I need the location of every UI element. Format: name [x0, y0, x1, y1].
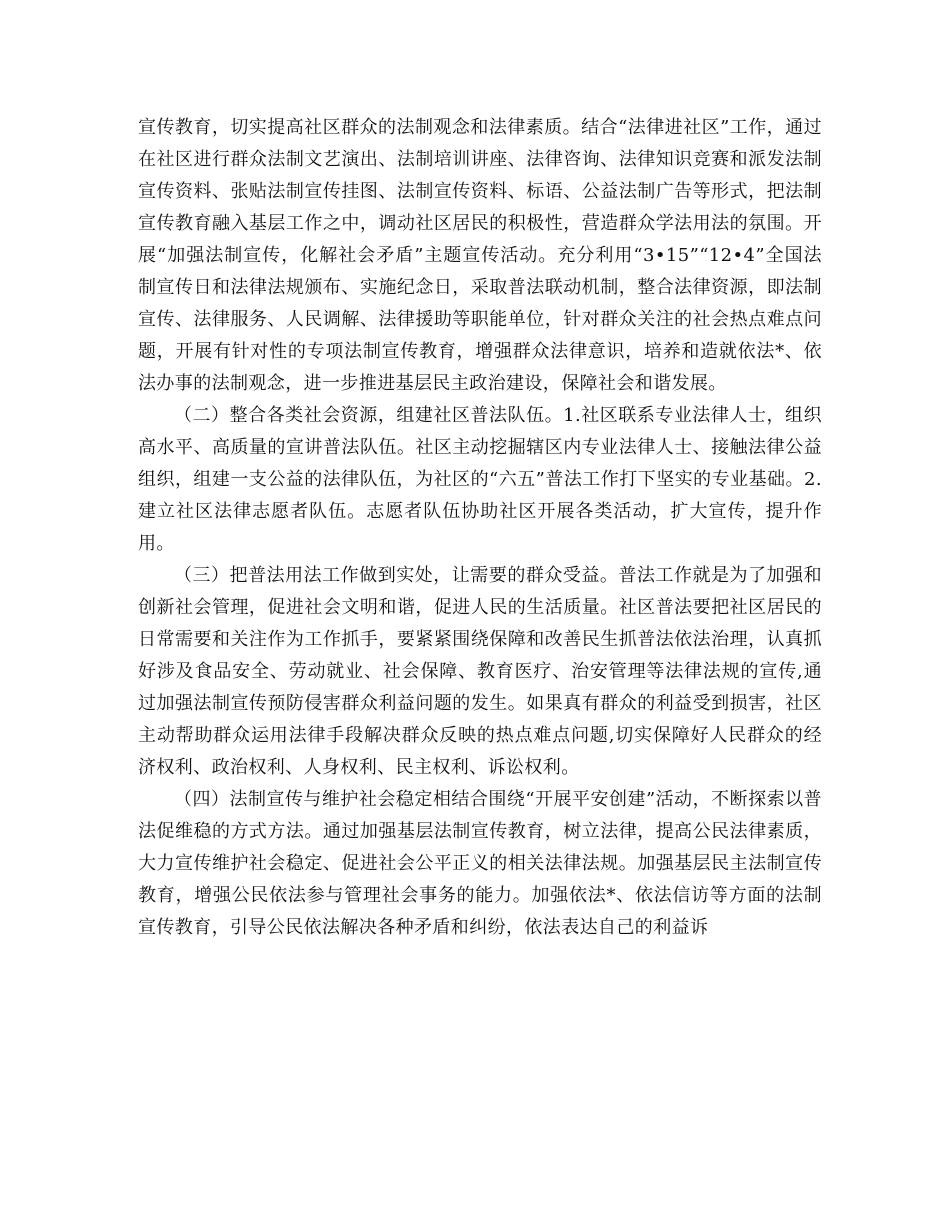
paragraph-section-2: （二）整合各类社会资源，组建社区普法队伍。1.社区联系专业法律人士，组织高水平、高质量的宣讲普法队伍。社区主动挖掘辖区内专业法律人士、接触法律公益组织，组建一支公益的法律队伍，为社区的“六五”普法工作打下坚实的专业基础。2.建立社区法律志愿者队伍。志愿者队伍协助社区开展各类活动，扩大宣传，提升作用。: [138, 405, 822, 554]
paragraph-section-4: （四）法制宣传与维护社会稳定相结合围绕“开展平安创建”活动，不断探索以普法促维稳的方式方法。通过加强基层法制宣传教育，树立法律，提高公民法律素质，大力宣传维护社会稳定、促进社会公平正义的相关法律法规。加强基层民主法制宣传教育，增强公民依法参与管理社会事务的能力。加强依法*、依法信访等方面的法制宣传教育，引导公民依法解决各种矛盾和纠纷，依法表达自己的利益诉: [138, 789, 822, 938]
paragraph-section-3: （三）把普法用法工作做到实处，让需要的群众受益。普法工作就是为了加强和创新社会管理，促进社会文明和谐，促进人民的生活质量。社区普法要把社区居民的日常需要和关注作为工作抓手，要紧紧围绕保障和改善民生抓普法依法治理，认真抓好涉及食品安全、劳动就业、社会保障、教育医疗、治安管理等法律法规的宣传,通过加强法制宣传预防侵害群众利益问题的发生。如果真有群众的利益受到损害，社区主动帮助群众运用法律手段解决群众反映的热点难点问题,切实保障好人民群众的经济权利、政治权利、人身权利、民主权利、诉讼权利。: [138, 565, 822, 778]
document-body: [138, 112, 822, 944]
paragraph-intro: 宣传教育，切实提高社区群众的法制观念和法律素质。结合“法律进社区”工作，通过在社区进行群众法制文艺演出、法制培训讲座、法律咨询、法律知识竞赛和派发法制宣传资料、张贴法制宣传挂图、法制宣传资料、标语、公益法制广告等形式，把法制宣传教育融入基层工作之中，调动社区居民的积极性，营造群众学法用法的氛围。开展“加强法制宣传，化解社会矛盾”主题宣传活动。充分利用“3•15”“12•4”全国法制宣传日和法律法规颁布、实施纪念日，采取普法联动机制，整合法律资源，即法制宣传、法律服务、人民调解、法律援助等职能单位，针对群众关注的社会热点难点问题，开展有针对性的专项法制宣传教育，增强群众法律意识，培养和造就依法*、依法办事的法制观念，进一步推进基层民主政治建设，保障社会和谐发展。: [138, 117, 822, 394]
